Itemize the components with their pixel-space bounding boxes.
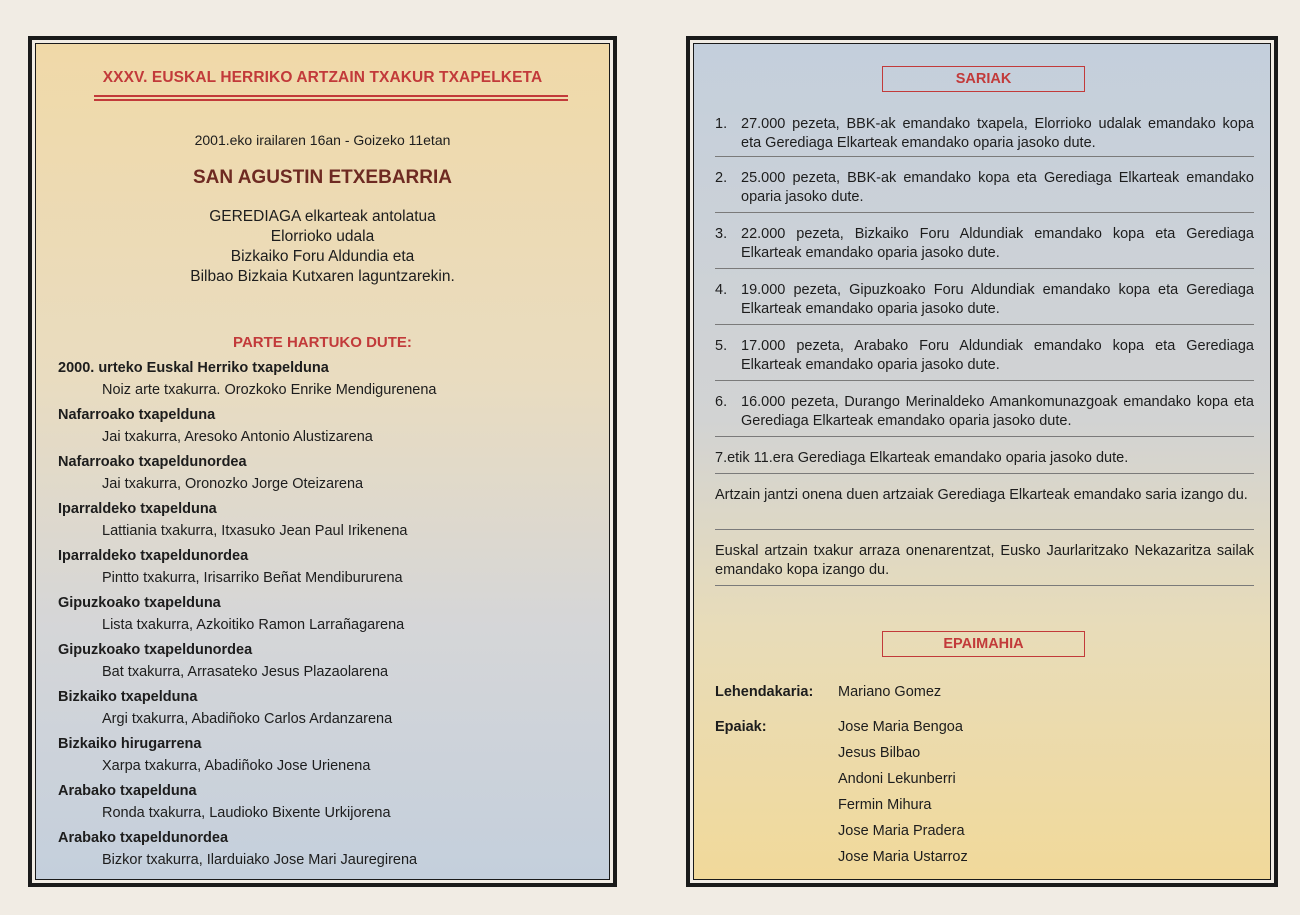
prize-number: 4. bbox=[715, 282, 728, 298]
jury bbox=[715, 684, 1255, 875]
judges-label: Epaiak: bbox=[715, 719, 767, 735]
right-page-inner bbox=[693, 43, 1271, 880]
participant-dog: Argi txakurra, Abadiñoko Carlos Ardanzarena bbox=[102, 711, 393, 727]
right-page bbox=[686, 36, 1278, 887]
left-page-inner bbox=[35, 43, 610, 880]
participant-entry bbox=[58, 687, 598, 734]
participant-category: Gipuzkoako txapeldunordea bbox=[58, 642, 253, 658]
participant-category: Bizkaiko txapelduna bbox=[58, 689, 198, 705]
participant-category: Bizkaiko hirugarrena bbox=[58, 736, 202, 752]
prize-item bbox=[715, 474, 1254, 530]
event-title: XXXV. EUSKAL HERRIKO ARTZAIN TXAKUR TXAPELKETA bbox=[102, 69, 543, 86]
prize-number: 2. bbox=[715, 170, 728, 186]
participant-dog: Ronda txakurra, Laudioko Bixente Urkijorena bbox=[102, 805, 391, 821]
event-venue: SAN AGUSTIN ETXEBARRIA bbox=[193, 167, 452, 188]
left-page bbox=[28, 36, 617, 887]
participant-category: Iparraldeko txapeldunordea bbox=[58, 548, 249, 564]
president-name: Mariano Gomez bbox=[838, 684, 942, 700]
prizes-list bbox=[715, 112, 1254, 586]
prize-text: 7.etik 11.era Gerediaga Elkarteak emandako oparia jasoko dute. bbox=[715, 450, 1129, 466]
participant-dog: Lista txakurra, Azkoitiko Ramon Larrañagarena bbox=[102, 617, 405, 633]
prize-item bbox=[715, 213, 1254, 269]
judge-name: Jose Maria Bengoa bbox=[838, 719, 963, 735]
prize-text: Artzain jantzi onena duen artzaiak Gerediaga Elkarteak emandako saria izango du. bbox=[715, 487, 1248, 503]
organizer-line: Bilbao Bizkaia Kutxaren laguntzarekin. bbox=[190, 268, 455, 285]
participant-entry bbox=[58, 358, 598, 405]
prize-text: 27.000 pezeta, BBK-ak emandako txapela, Elorrioko udalak emandako kopa eta Gerediaga Elkarteak emandako oparia jasoko dute. bbox=[741, 116, 1254, 151]
prize-text: 22.000 pezeta, Bizkaiko Foru Aldundiak emandako kopa eta Gerediaga Elkarteak emandako oparia jasoko dute. bbox=[741, 226, 1254, 261]
prize-number: 6. bbox=[715, 394, 728, 410]
jury-president-row bbox=[715, 684, 1255, 719]
participant-entry bbox=[58, 452, 598, 499]
participant-dog: Noiz arte txakurra. Orozkoko Enrike Mendigurenena bbox=[102, 382, 437, 398]
participant-category: Gipuzkoako txapelduna bbox=[58, 595, 221, 611]
event-date: 2001.eko irailaren 16an - Goizeko 11etan bbox=[194, 132, 451, 148]
participant-entry bbox=[58, 781, 598, 828]
participant-category: Nafarroako txapelduna bbox=[58, 407, 216, 423]
prize-number: 5. bbox=[715, 338, 728, 354]
prize-text: 25.000 pezeta, BBK-ak emandako kopa eta Gerediaga Elkarteak emandako oparia jasoko dute. bbox=[741, 170, 1254, 205]
prize-text: 19.000 pezeta, Gipuzkoako Foru Aldundiak emandako kopa eta Gerediaga Elkarteak emandako oparia jasoko dute. bbox=[741, 282, 1254, 317]
participant-entry bbox=[58, 499, 598, 546]
prize-item bbox=[715, 157, 1254, 213]
judge-name: Jose Maria Pradera bbox=[838, 823, 965, 839]
participant-entry bbox=[58, 640, 598, 687]
participant-category: Arabako txapelduna bbox=[58, 783, 197, 799]
judge-name: Fermin Mihura bbox=[838, 797, 932, 813]
participant-category: Iparraldeko txapelduna bbox=[58, 501, 217, 517]
judge-name: Jesus Bilbao bbox=[838, 745, 921, 761]
president-label: Lehendakaria: bbox=[715, 684, 814, 700]
prize-item bbox=[715, 269, 1254, 325]
prize-item bbox=[715, 325, 1254, 381]
prize-text: Euskal artzain txakur arraza onenarentzat, Eusko Jaurlaritzako Nekazaritza sailak emandako kopa izango du. bbox=[715, 543, 1254, 578]
participant-dog: Bat txakurra, Arrasateko Jesus Plazaolarena bbox=[102, 664, 389, 680]
participant-entry bbox=[58, 405, 598, 452]
prize-text: 16.000 pezeta, Durango Merinaldeko Amankomunazgoak emandako kopa eta Gerediaga Elkarteak emandako oparia jasoko dute. bbox=[741, 394, 1254, 429]
organizers bbox=[36, 207, 609, 287]
participant-dog: Jai txakurra, Aresoko Antonio Alustizarena bbox=[102, 429, 373, 445]
organizer-line: GEREDIAGA elkarteak antolatua bbox=[209, 208, 436, 225]
prize-number: 3. bbox=[715, 226, 728, 242]
jury-judges-row bbox=[715, 719, 1255, 875]
organizer-line: Bizkaiko Foru Aldundia eta bbox=[230, 248, 415, 265]
participant-category: 2000. urteko Euskal Herriko txapelduna bbox=[58, 360, 329, 376]
participant-dog: Jai txakurra, Oronozko Jorge Oteizarena bbox=[102, 476, 364, 492]
prize-item bbox=[715, 437, 1254, 474]
jury-heading: EPAIMAHIA bbox=[882, 631, 1085, 657]
title-rule-bottom bbox=[94, 99, 568, 101]
prize-item bbox=[715, 112, 1254, 157]
title-rule-top bbox=[94, 95, 568, 97]
judges-list bbox=[838, 719, 968, 875]
organizer-line: Elorrioko udala bbox=[270, 228, 375, 245]
participants-heading: PARTE HARTUKO DUTE: bbox=[233, 334, 412, 351]
participant-category: Arabako txapeldunordea bbox=[58, 830, 229, 846]
participant-dog: Lattiania txakurra, Itxasuko Jean Paul Irikenena bbox=[102, 523, 408, 539]
prizes-heading: SARIAK bbox=[882, 66, 1085, 92]
prize-number: 1. bbox=[715, 116, 728, 132]
judge-name: Andoni Lekunberri bbox=[838, 771, 956, 787]
judge-name: Jose Maria Ustarroz bbox=[838, 849, 968, 865]
participant-entry bbox=[58, 593, 598, 640]
prize-text: 17.000 pezeta, Arabako Foru Aldundiak emandako kopa eta Gerediaga Elkarteak emandako oparia jasoko dute. bbox=[741, 338, 1254, 373]
participant-entry bbox=[58, 546, 598, 593]
prize-item bbox=[715, 381, 1254, 437]
participant-entry bbox=[58, 734, 598, 781]
participant-entry bbox=[58, 828, 598, 875]
participant-dog: Pintto txakurra, Irisarriko Beñat Mendibururena bbox=[102, 570, 403, 586]
prize-item bbox=[715, 530, 1254, 586]
participants-list bbox=[58, 358, 598, 875]
participant-category: Nafarroako txapeldunordea bbox=[58, 454, 247, 470]
participant-dog: Bizkor txakurra, Ilarduiako Jose Mari Jauregirena bbox=[102, 852, 418, 868]
participant-dog: Xarpa txakurra, Abadiñoko Jose Urienena bbox=[102, 758, 371, 774]
